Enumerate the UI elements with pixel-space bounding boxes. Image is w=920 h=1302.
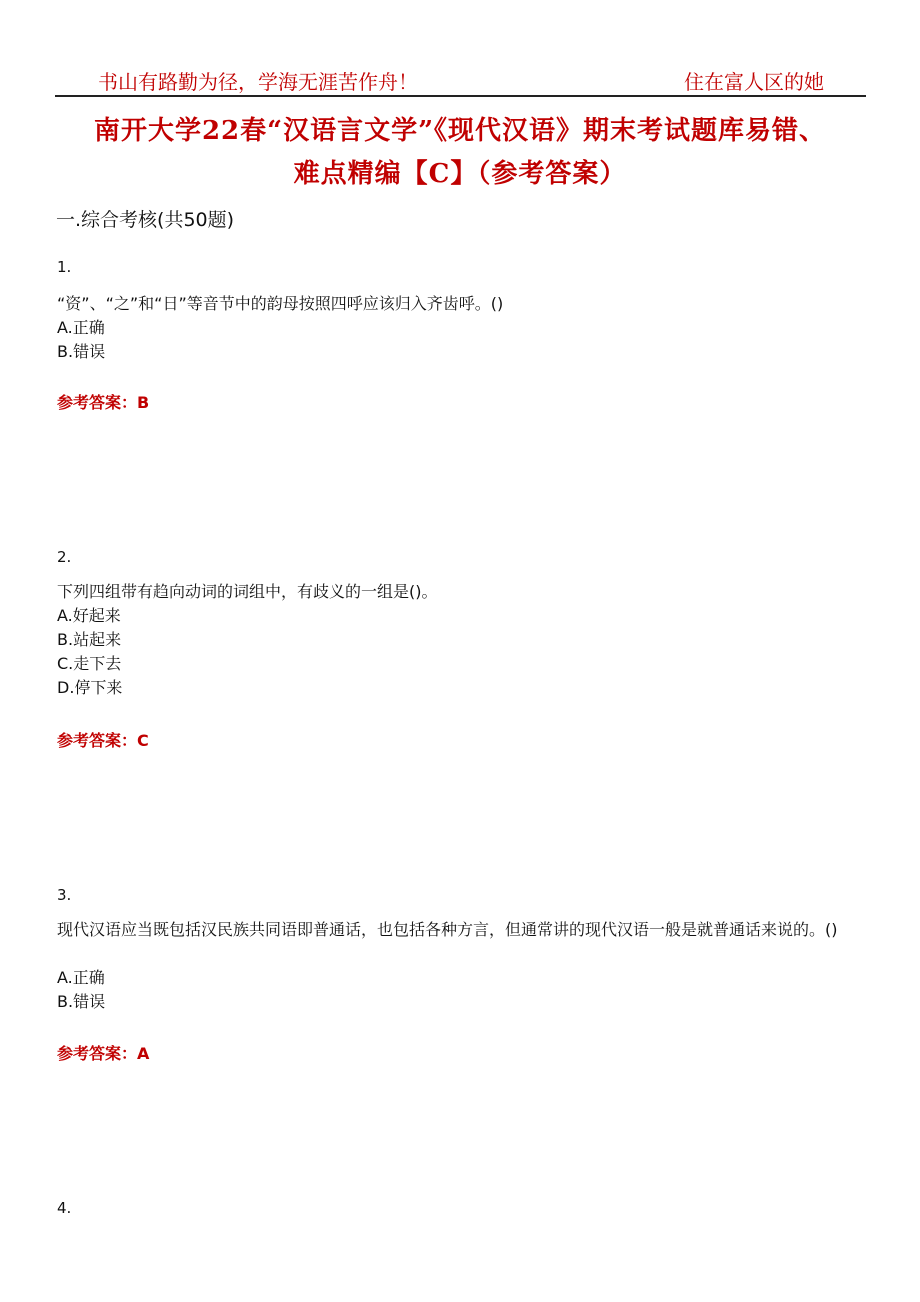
header-divider xyxy=(55,95,866,97)
document-title-line-2: 难点精编【C】（参考答案） xyxy=(293,159,627,189)
option-b[interactable]: B.错误 xyxy=(57,342,106,361)
header-tagline: 住在富人区的她 xyxy=(684,70,824,94)
question-number: 2. xyxy=(57,548,72,566)
option-a[interactable]: A.正确 xyxy=(57,968,105,987)
question-stem: “资”、“之”和“日”等音节中的韵母按照四呼应该归入齐齿呼。() xyxy=(57,294,504,313)
document-title-line-1: 南开大学22春“汉语言文学”《现代汉语》期末考试题库易错、 xyxy=(93,116,827,146)
answer-key: 参考答案：A xyxy=(57,1044,150,1063)
question-stem: 下列四组带有趋向动词的词组中，有歧义的一组是()。 xyxy=(57,582,438,601)
header-motto: 书山有路勤为径，学海无涯苦作舟！ xyxy=(98,70,418,94)
section-heading: 一.综合考核(共50题) xyxy=(56,209,235,231)
option-d[interactable]: D.停下来 xyxy=(57,678,123,697)
question-number: 4. xyxy=(57,1199,72,1217)
option-c[interactable]: C.走下去 xyxy=(57,654,122,673)
question-stem: 现代汉语应当既包括汉民族共同语即普通话，也包括各种方言，但通常讲的现代汉语一般是就普通话来说的。() xyxy=(57,920,838,939)
question-number: 3. xyxy=(57,886,72,904)
answer-key: 参考答案：B xyxy=(57,393,150,412)
option-b[interactable]: B.错误 xyxy=(57,992,106,1011)
option-a[interactable]: A.正确 xyxy=(57,318,105,337)
option-b[interactable]: B.站起来 xyxy=(57,630,122,649)
question-number: 1. xyxy=(57,258,72,276)
answer-key: 参考答案：C xyxy=(57,731,149,750)
option-a[interactable]: A.好起来 xyxy=(57,606,121,625)
